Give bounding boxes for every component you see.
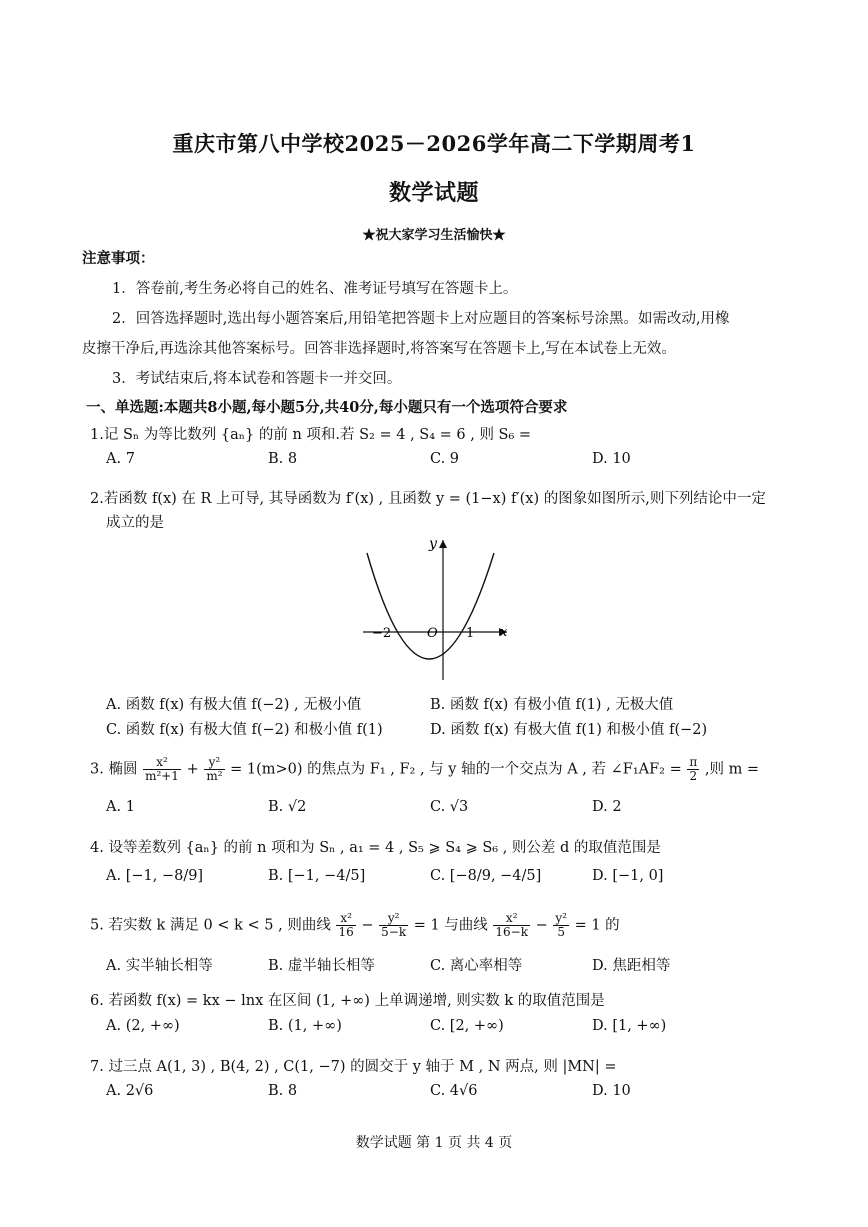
q1-stem: 1.记 Sₙ 为等比数列 {aₙ} 的前 n 项和.若 S₂ = 4 , S₄ = 6 , 则 S₆ = [90, 427, 532, 443]
graph-origin-label: O [427, 626, 438, 641]
exam-title: 重庆市第八中学校2025－2026学年高二下学期周考1 [172, 131, 696, 156]
q3-middle: = 1(m>0) 的焦点为 F₁ , F₂ , 与 y 轴的一个交点为 A , 若 ∠F₁AF₂ = [230, 761, 682, 778]
q5-fraction-2: $\frac{\text{y²}}{5-k}$ [381, 911, 407, 939]
graph-y-arrow-icon [439, 540, 447, 548]
q5-option-c: C. 离心率相等 [430, 958, 523, 974]
q6-stem: 6. 若函数 f(x) = kx − lnx 在区间 (1, +∞) 上单调递增, 则实数 k 的取值范围是 [90, 993, 605, 1009]
q5-option-b: B. 虚半轴长相等 [268, 958, 375, 974]
q5-minus-2: − [535, 917, 548, 934]
graph-y-label: y [429, 536, 437, 552]
q4-stem: 4. 设等差数列 {aₙ} 的前 n 项和为 Sₙ , a₁ = 4 , S₅ ⩾ S₄ ⩾ S₆ , 则公差 d 的取值范围是 [90, 840, 661, 856]
q3-prefix: 3. 椭圆 [90, 761, 138, 778]
q3-option-d: D. 2 [592, 799, 622, 815]
exam-subject: 数学试题 [388, 180, 479, 206]
page-footer: 数学试题 第 1 页 共 4 页 [355, 1135, 513, 1151]
graph-tick-neg2: −2 [372, 626, 392, 641]
q7-option-d: D. 10 [592, 1083, 631, 1099]
q1-option-c: C. 9 [430, 451, 460, 467]
q2-option-a: A. 函数 f(x) 有极大值 f(−2) , 无极小值 [106, 697, 362, 713]
q2-option-d: D. 函数 f(x) 有极大值 f(1) 和极小值 f(−2) [430, 722, 708, 738]
q4-option-c: C. [−8/9, −4/5] [430, 868, 542, 884]
q3-plus: + [186, 761, 199, 778]
q3-suffix: ,则 m = [704, 761, 760, 778]
q4-option-b: B. [−1, −4/5] [268, 868, 366, 884]
q5-fraction-4: $\frac{\text{y²}}{5}$ [555, 911, 567, 939]
q2-stem-line2: 成立的是 [106, 515, 164, 531]
q2-option-c: C. 函数 f(x) 有极大值 f(−2) 和极小值 f(1) [106, 722, 383, 738]
q3-option-a: A. 1 [106, 799, 135, 815]
q7-option-b: B. 8 [268, 1083, 298, 1099]
graph-tick-1: 1 [466, 626, 475, 641]
graph-x-label: x [500, 625, 508, 640]
q1-option-d: D. 10 [592, 451, 631, 467]
q6-option-b: B. (1, +∞) [268, 1018, 342, 1034]
q5-fraction-1: $\frac{\text{x²}}{16}$ [338, 911, 354, 939]
q5-fraction-3: $\frac{\text{x²}}{16-k}$ [495, 911, 529, 939]
notice-item-3: 3．考试结束后,将本试卷和答题卡一并交回。 [112, 371, 402, 387]
q4-option-a: A. [−1, −8/9] [106, 868, 204, 884]
section-heading: 一、单选题:本题共8小题,每小题5分,共40分,每小题只有一个选项符合要求 [86, 399, 568, 416]
q7-stem: 7. 过三点 A(1, 3) , B(4, 2) , C(1, −7) 的圆交于 y 轴于 M , N 两点, 则 |MN| = [90, 1059, 617, 1075]
q6-option-a: A. (2, +∞) [106, 1018, 180, 1034]
q5-middle: = 1 与曲线 [413, 917, 488, 934]
exam-motto: ★祝大家学习生活愉快★ [362, 228, 506, 243]
q1-option-a: A. 7 [106, 451, 135, 467]
q6-option-c: C. [2, +∞) [430, 1018, 504, 1034]
q1-option-b: B. 8 [268, 451, 298, 467]
q5-option-a: A. 实半轴长相等 [106, 958, 213, 974]
q5-stem [90, 912, 620, 939]
q3-fraction-3: $\frac{\pi}{2}$ [689, 755, 698, 783]
q2-stem-line1: 2.若函数 f(x) 在 R 上可导, 其导函数为 f′(x) , 且函数 y = (1−x) f′(x) 的图象如图所示,则下列结论中一定 [90, 491, 766, 507]
q3-fraction-1: $\frac{\text{x²}}{\text{m²+1}}$ [145, 755, 179, 783]
notice-item-2b: 皮擦干净后,再选涂其他答案标号。回答非选择题时,将答案写在答题卡上,写在本试卷上无效。 [82, 341, 676, 357]
q5-minus-1: − [361, 917, 374, 934]
notice-heading: 注意事项： [82, 250, 155, 267]
graph-curve [367, 553, 494, 659]
q5-option-d: D. 焦距相等 [592, 958, 671, 974]
q7-option-c: C. 4√6 [430, 1083, 478, 1099]
notice-item-1: 1．答卷前,考生务必将自己的姓名、准考证号填写在答题卡上。 [112, 281, 518, 297]
q5-prefix: 5. 若实数 k 满足 0 < k < 5 , 则曲线 [90, 917, 331, 934]
q7-option-a: A. 2√6 [106, 1083, 154, 1099]
q3-stem [90, 756, 759, 783]
q3-option-c: C. √3 [430, 799, 469, 815]
q2-function-graph [355, 535, 515, 685]
q3-option-b: B. √2 [268, 799, 307, 815]
notice-item-2a: 2．回答选择题时,选出每小题答案后,用铅笔把答题卡上对应题目的答案标号涂黑。如需改动,用橡 [112, 311, 730, 327]
q6-option-d: D. [1, +∞) [592, 1018, 667, 1034]
q2-option-b: B. 函数 f(x) 有极小值 f(1) , 无极大值 [430, 697, 674, 713]
q4-option-d: D. [−1, 0] [592, 868, 664, 884]
q5-suffix: = 1 的 [574, 917, 620, 934]
q3-fraction-2: $\frac{\text{y²}}{\text{m²}}$ [206, 755, 223, 783]
